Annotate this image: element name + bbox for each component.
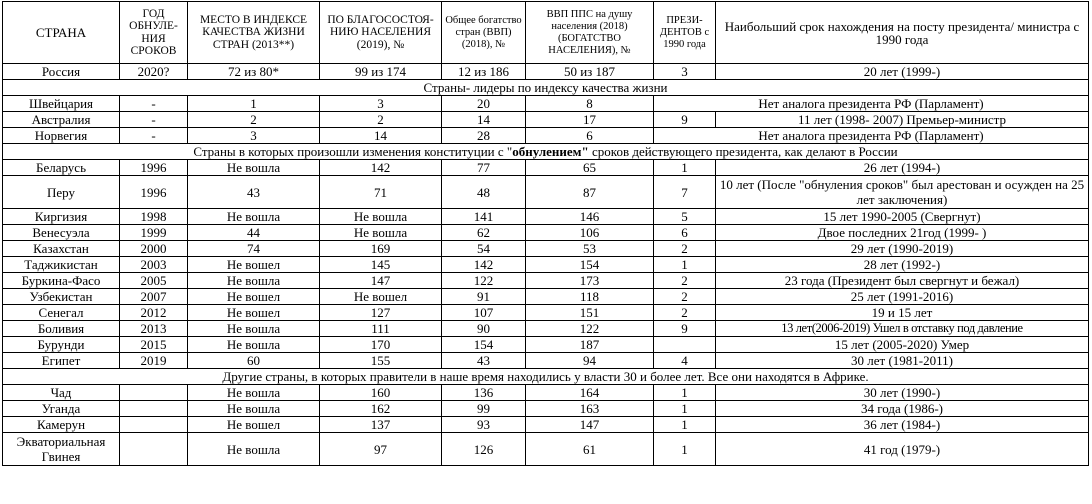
qol-cell: Не вошла [188, 385, 320, 401]
prosperity-cell: Не вошла [320, 209, 442, 225]
country-cell: Египет [3, 353, 120, 369]
qol-cell: 74 [188, 241, 320, 257]
reset-year-cell: 2007 [120, 289, 188, 305]
gdp-cell: 6 [526, 128, 654, 144]
term-cell: 41 год (1979-) [716, 433, 1089, 466]
prosperity-cell: 111 [320, 321, 442, 337]
gdp-cell: 53 [526, 241, 654, 257]
table-row-uzbekistan [3, 289, 1089, 305]
presidents-cell: 9 [654, 112, 716, 128]
section-row [3, 144, 1089, 160]
qol-cell: 43 [188, 176, 320, 209]
prosperity-cell: 142 [320, 160, 442, 176]
reset-year-cell: 2015 [120, 337, 188, 353]
table-row-kazakhstan [3, 241, 1089, 257]
term-cell: 26 лет (1994-) [716, 160, 1089, 176]
section-title-others: Другие страны, в которых правители в наше время находились у власти 30 и более лет. Все они находятся в Африке. [3, 369, 1089, 385]
qol-cell: Не вошла [188, 321, 320, 337]
country-cell: Венесуэла [3, 225, 120, 241]
prosperity-cell: 97 [320, 433, 442, 466]
gdp-cell: 164 [526, 385, 654, 401]
qol-cell: 44 [188, 225, 320, 241]
presidents-cell: 4 [654, 353, 716, 369]
wealth-cell: 154 [442, 337, 526, 353]
table-row-russia [3, 64, 1089, 80]
country-cell: Уганда [3, 401, 120, 417]
header-row [3, 2, 1089, 64]
qol-cell: 60 [188, 353, 320, 369]
country-cell: Таджикистан [3, 257, 120, 273]
table-row-egypt [3, 353, 1089, 369]
gdp-cell: 17 [526, 112, 654, 128]
wealth-cell: 99 [442, 401, 526, 417]
prosperity-cell: 14 [320, 128, 442, 144]
presidents-cell: 2 [654, 241, 716, 257]
table-row-australia [3, 112, 1089, 128]
wealth-cell: 107 [442, 305, 526, 321]
term-cell: 15 лет 1990-2005 (Свергнут) [716, 209, 1089, 225]
gdp-cell: 65 [526, 160, 654, 176]
wealth-cell: 43 [442, 353, 526, 369]
prosperity-cell: 3 [320, 96, 442, 112]
presidents-cell: 1 [654, 417, 716, 433]
prosperity-cell: 162 [320, 401, 442, 417]
wealth-cell: 141 [442, 209, 526, 225]
gdp-cell: 173 [526, 273, 654, 289]
country-cell: Киргизия [3, 209, 120, 225]
table-row-chad [3, 385, 1089, 401]
table-row-norway [3, 128, 1089, 144]
country-cell: Перу [3, 176, 120, 209]
qol-cell: 1 [188, 96, 320, 112]
reset-year-cell: 2005 [120, 273, 188, 289]
country-cell: Узбекистан [3, 289, 120, 305]
presidents-cell: 9 [654, 321, 716, 337]
wealth-cell: 28 [442, 128, 526, 144]
presidents-cell: 3 [654, 64, 716, 80]
prosperity-cell: 137 [320, 417, 442, 433]
qol-cell: Не вошел [188, 289, 320, 305]
reset-year-cell: 1999 [120, 225, 188, 241]
country-cell: Австралия [3, 112, 120, 128]
term-cell: 20 лет (1999-) [716, 64, 1089, 80]
term-cell: 15 лет (2005-2020) Умер [716, 337, 1089, 353]
presidents-cell: 1 [654, 257, 716, 273]
country-cell: Россия [3, 64, 120, 80]
table-row-uganda [3, 401, 1089, 417]
term-cell: Нет аналога президента РФ (Парламент) [654, 128, 1089, 144]
presidents-cell: 2 [654, 273, 716, 289]
presidents-cell: 5 [654, 209, 716, 225]
wealth-cell: 12 из 186 [442, 64, 526, 80]
country-cell: Сенегал [3, 305, 120, 321]
section-row [3, 80, 1089, 96]
country-cell: Боливия [3, 321, 120, 337]
country-cell: Бурунди [3, 337, 120, 353]
reset-year-cell: - [120, 112, 188, 128]
table-row-venezuela [3, 225, 1089, 241]
reset-year-cell: 2013 [120, 321, 188, 337]
gdp-cell: 187 [526, 337, 654, 353]
section-reset-bold: обнулением" [512, 144, 589, 159]
reset-year-cell: 1996 [120, 160, 188, 176]
term-cell: 13 лет(2006-2019) Ушел в отставку под давление [716, 321, 1089, 337]
term-cell: 30 лет (1990-) [716, 385, 1089, 401]
term-cell: 25 лет (1991-2016) [716, 289, 1089, 305]
wealth-cell: 14 [442, 112, 526, 128]
presidents-cell: 1 [654, 433, 716, 466]
country-cell: Камерун [3, 417, 120, 433]
wealth-cell: 91 [442, 289, 526, 305]
header-country: СТРАНА [3, 2, 120, 64]
header-prosperity-rank: ПО БЛАГОСОСТОЯ-НИЮ НАСЕЛЕНИЯ (2019), № [320, 2, 442, 64]
qol-cell: Не вошла [188, 160, 320, 176]
header-longest-term: Наибольший срок нахождения на посту президента/ министра с 1990 года [716, 2, 1089, 64]
term-cell: Двое последних 21год (1999- ) [716, 225, 1089, 241]
qol-cell: Не вошел [188, 417, 320, 433]
prosperity-cell: 99 из 174 [320, 64, 442, 80]
presidents-cell: 1 [654, 160, 716, 176]
prosperity-cell: 169 [320, 241, 442, 257]
header-total-wealth: Общее богатство стран (ВВП) (2018), № [442, 2, 526, 64]
reset-year-cell: 2020? [120, 64, 188, 80]
qol-cell: Не вошел [188, 305, 320, 321]
table-row-senegal [3, 305, 1089, 321]
section-title-leaders: Страны- лидеры по индексу качества жизни [3, 80, 1089, 96]
table-row-belarus [3, 160, 1089, 176]
wealth-cell: 20 [442, 96, 526, 112]
prosperity-cell: 170 [320, 337, 442, 353]
gdp-cell: 118 [526, 289, 654, 305]
term-cell: Нет аналога президента РФ (Парламент) [654, 96, 1089, 112]
gdp-cell: 94 [526, 353, 654, 369]
reset-year-cell: - [120, 96, 188, 112]
presidents-cell: 7 [654, 176, 716, 209]
gdp-cell: 106 [526, 225, 654, 241]
reset-year-cell [120, 417, 188, 433]
term-cell: 11 лет (1998- 2007) Премьер-министр [716, 112, 1089, 128]
term-cell: 36 лет (1984-) [716, 417, 1089, 433]
table-row-switzerland [3, 96, 1089, 112]
table-row-kyrgyzstan [3, 209, 1089, 225]
presidents-cell: 1 [654, 401, 716, 417]
prosperity-cell: 145 [320, 257, 442, 273]
wealth-cell: 48 [442, 176, 526, 209]
wealth-cell: 93 [442, 417, 526, 433]
country-cell: Буркина-Фасо [3, 273, 120, 289]
country-cell: Чад [3, 385, 120, 401]
section-title-reset [3, 144, 1089, 160]
presidents-cell: 2 [654, 289, 716, 305]
gdp-cell: 122 [526, 321, 654, 337]
term-cell: 19 и 15 лет [716, 305, 1089, 321]
reset-year-cell: 2019 [120, 353, 188, 369]
reset-year-cell: - [120, 128, 188, 144]
qol-cell: Не вошла [188, 433, 320, 466]
term-cell: 29 лет (1990-2019) [716, 241, 1089, 257]
table-row-burkina-faso [3, 273, 1089, 289]
section-reset-suffix: сроков действующего президента, как делают в России [588, 144, 898, 159]
qol-cell: Не вошла [188, 401, 320, 417]
section-reset-prefix: Страны в которых произошли изменения конституции с " [193, 144, 513, 159]
country-cell: Беларусь [3, 160, 120, 176]
gdp-cell: 163 [526, 401, 654, 417]
qol-cell: 2 [188, 112, 320, 128]
header-gdp-ppp: ВВП ППС на душу населения (2018) (БОГАТСТВО НАСЕЛЕНИЯ), № [526, 2, 654, 64]
gdp-cell: 151 [526, 305, 654, 321]
reset-year-cell: 2003 [120, 257, 188, 273]
prosperity-cell: 155 [320, 353, 442, 369]
prosperity-cell: Не вошел [320, 289, 442, 305]
wealth-cell: 122 [442, 273, 526, 289]
wealth-cell: 62 [442, 225, 526, 241]
wealth-cell: 126 [442, 433, 526, 466]
country-cell: Экваториальная Гвинея [3, 433, 120, 466]
prosperity-cell: 71 [320, 176, 442, 209]
presidents-cell [654, 337, 716, 353]
presidents-cell: 6 [654, 225, 716, 241]
qol-cell: 3 [188, 128, 320, 144]
table-row-bolivia [3, 321, 1089, 337]
header-presidents: ПРЕЗИ-ДЕНТОВ с 1990 года [654, 2, 716, 64]
gdp-cell: 8 [526, 96, 654, 112]
gdp-cell: 146 [526, 209, 654, 225]
gdp-cell: 154 [526, 257, 654, 273]
table-row-peru [3, 176, 1089, 209]
wealth-cell: 77 [442, 160, 526, 176]
qol-cell: Не вошел [188, 257, 320, 273]
table-row-cameroon [3, 417, 1089, 433]
presidents-cell: 1 [654, 385, 716, 401]
term-cell: 10 лет (После "обнуления сроков" был арестован и осужден на 25 лет заключения) [716, 176, 1089, 209]
prosperity-cell: 160 [320, 385, 442, 401]
country-cell: Швейцария [3, 96, 120, 112]
gdp-cell: 50 из 187 [526, 64, 654, 80]
country-cell: Казахстан [3, 241, 120, 257]
gdp-cell: 87 [526, 176, 654, 209]
prosperity-cell: Не вошла [320, 225, 442, 241]
rulers-comparison-table [2, 1, 1089, 466]
reset-year-cell [120, 433, 188, 466]
qol-cell: Не вошла [188, 337, 320, 353]
wealth-cell: 90 [442, 321, 526, 337]
header-qol-rank: МЕСТО В ИНДЕКСЕ КАЧЕСТВА ЖИЗНИ СТРАН (2013**) [188, 2, 320, 64]
term-cell: 28 лет (1992-) [716, 257, 1089, 273]
reset-year-cell: 2012 [120, 305, 188, 321]
presidents-cell: 2 [654, 305, 716, 321]
prosperity-cell: 2 [320, 112, 442, 128]
term-cell: 30 лет (1981-2011) [716, 353, 1089, 369]
qol-cell: Не вошла [188, 209, 320, 225]
prosperity-cell: 127 [320, 305, 442, 321]
wealth-cell: 54 [442, 241, 526, 257]
gdp-cell: 61 [526, 433, 654, 466]
section-row [3, 369, 1089, 385]
reset-year-cell [120, 401, 188, 417]
wealth-cell: 142 [442, 257, 526, 273]
term-cell: 23 года (Президент был свергнут и бежал) [716, 273, 1089, 289]
qol-cell: 72 из 80* [188, 64, 320, 80]
wealth-cell: 136 [442, 385, 526, 401]
reset-year-cell [120, 385, 188, 401]
table-row-burundi [3, 337, 1089, 353]
reset-year-cell: 2000 [120, 241, 188, 257]
table-row-equatorial-guinea [3, 433, 1089, 466]
term-cell: 34 года (1986-) [716, 401, 1089, 417]
country-cell: Норвегия [3, 128, 120, 144]
gdp-cell: 147 [526, 417, 654, 433]
reset-year-cell: 1996 [120, 176, 188, 209]
prosperity-cell: 147 [320, 273, 442, 289]
qol-cell: Не вошла [188, 273, 320, 289]
table-row-tajikistan [3, 257, 1089, 273]
header-reset-year: ГОД ОБНУЛЕ-НИЯ СРОКОВ [120, 2, 188, 64]
reset-year-cell: 1998 [120, 209, 188, 225]
